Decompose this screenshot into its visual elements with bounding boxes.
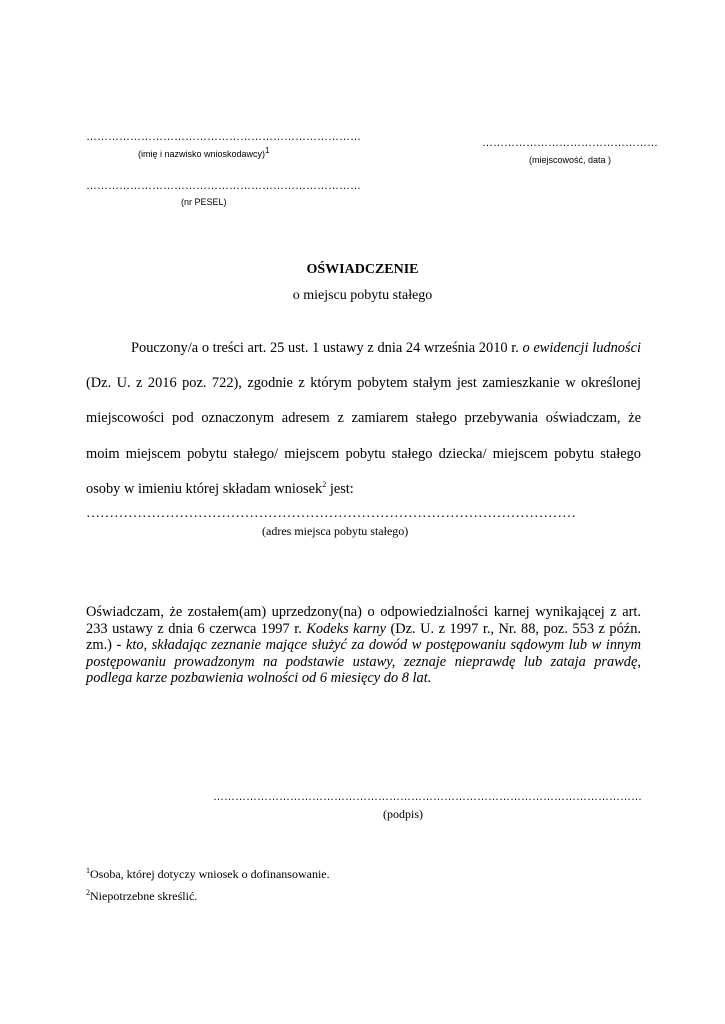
place-date-caption: (miejscowość, data ) [529, 155, 612, 165]
declaration-paragraph [86, 331, 641, 507]
pesel-dotted-line[interactable]: ………………………………………………………………… [86, 180, 361, 192]
footnote-mark-1: 1 [86, 866, 90, 875]
signature-dotted-line[interactable]: ……………………………………………………………………………………………………… [213, 791, 642, 803]
declaration-law-title: o ewidencji ludności [522, 340, 641, 356]
name-caption [138, 146, 270, 159]
name-dotted-line[interactable]: ………………………………………………………………… [86, 131, 361, 143]
liability-code-title: Kodeks karny [306, 620, 386, 637]
footnote-text-2: Niepotrzebne skreślić. [90, 889, 198, 903]
liability-paragraph [86, 604, 641, 687]
footnote-text-1: Osoba, której dotyczy wniosek o dofinansowanie. [90, 867, 330, 881]
declaration-text-b: (Dz. U. z 2016 poz. 722), zgodnie z którym pobytem stałym jest zamieszkanie w określonej miejscowości pod oznaczonym adresem z zamiarem stałego przebywania oświadczam, że moim miejscem pobytu stałego/ miejscem pobytu stałego dziecka/ miejscem pobytu stałego osoby w imieniu której składam wniosek [86, 375, 641, 497]
liability-text-b: (Dz. U. z 1997 r., Nr. 88, poz. 553 z późn. zm.) - [86, 620, 641, 654]
declaration-text-a: Pouczony/a o treści art. 25 ust. 1 ustawy z dnia 24 września 2010 r. [131, 340, 523, 356]
footnote-1 [86, 867, 330, 882]
document-subtitle: o miejscu pobytu stałego [292, 288, 433, 303]
declaration-text-c: jest: [326, 480, 354, 497]
footnote-ref-2: 2 [322, 480, 327, 490]
liability-quote: kto, składając zeznanie mające służyć za dowód w postępowaniu sądowym lub w innym postępowaniu prowadzonym na podstawie ustawy, zeznaje nieprawdę lub zataja prawdę, podlega karze pozbawienia wolności od 6 miesięcy do 8 lat. [86, 637, 641, 687]
document-title: OŚWIADCZENIE [306, 262, 419, 277]
footnote-mark-2: 2 [86, 888, 90, 897]
address-dotted-line[interactable]: …………………………………………………………………………………………… [86, 506, 576, 521]
footnote-ref-1: 1 [265, 146, 270, 155]
address-caption: (adres miejsca pobytu stałego) [262, 524, 409, 538]
liability-text-a: Oświadczam, że zostałem(am) uprzedzony(na) o odpowiedzialności karnej wynikającej z art. 233 ustawy z dnia 6 czerwca 1997 r. [86, 604, 641, 637]
signature-caption: (podpis) [383, 807, 423, 821]
footnote-2 [86, 889, 197, 904]
place-date-dotted-line[interactable]: ………………………………………… [482, 137, 658, 149]
pesel-caption: (nr PESEL) [181, 197, 227, 207]
name-caption-text: (imię i nazwisko wnioskodawcy) [138, 149, 266, 159]
